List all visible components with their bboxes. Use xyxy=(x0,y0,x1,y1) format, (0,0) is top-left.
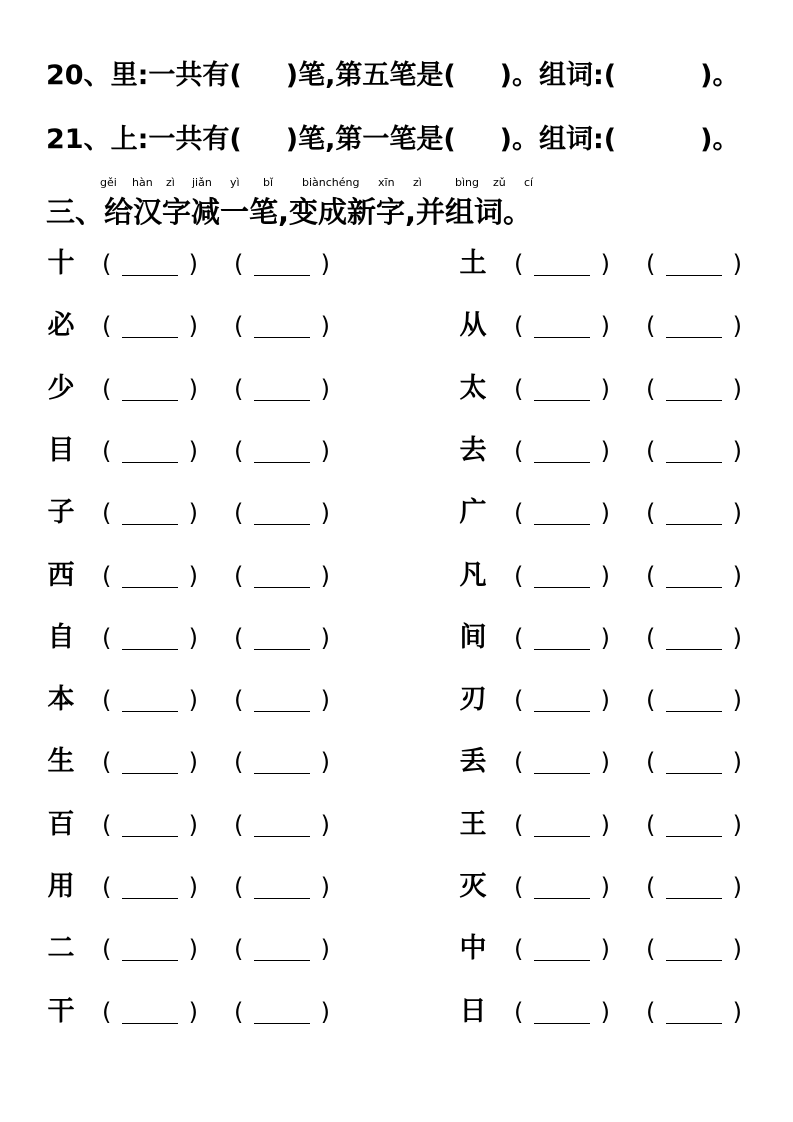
paren-open: ( xyxy=(646,250,656,278)
paren-open: ( xyxy=(102,437,112,465)
left-answer-blank-2[interactable] xyxy=(234,929,330,969)
paren-close: ) xyxy=(320,624,330,652)
question-21 xyxy=(46,120,740,160)
paren-open: ( xyxy=(234,811,244,839)
paren-open: ( xyxy=(234,935,244,963)
left-exercise-char: 自 xyxy=(47,622,75,653)
paren-close: ) xyxy=(732,686,742,714)
pinyin: bǐ xyxy=(263,176,274,189)
paren-open: ( xyxy=(234,562,244,590)
left-answer-blank-2[interactable] xyxy=(234,306,330,346)
left-answer-blank-1[interactable] xyxy=(102,369,198,409)
left-answer-blank-1[interactable] xyxy=(102,929,198,969)
answer-underline xyxy=(534,836,590,837)
paren-close: ) xyxy=(188,562,198,590)
paren-close: ) xyxy=(732,499,742,527)
left-answer-blank-1[interactable] xyxy=(102,867,198,907)
left-answer-blank-2[interactable] xyxy=(234,805,330,845)
paren-close: ) xyxy=(600,437,610,465)
answer-underline xyxy=(666,711,722,712)
paren-close: ) xyxy=(188,375,198,403)
answer-underline xyxy=(122,462,178,463)
paren-open: ( xyxy=(234,250,244,278)
pinyin: cí xyxy=(524,176,534,189)
paren-close: ) xyxy=(320,935,330,963)
left-exercise-char: 目 xyxy=(47,435,75,466)
right-exercise-char: 太 xyxy=(459,373,487,404)
paren-open: ( xyxy=(102,935,112,963)
paren-close: ) xyxy=(600,250,610,278)
paren-open: ( xyxy=(646,748,656,776)
right-answer-blank-2[interactable] xyxy=(646,431,742,471)
answer-underline xyxy=(666,587,722,588)
answer-underline xyxy=(666,275,722,276)
left-exercise-char: 十 xyxy=(47,248,75,279)
paren-open: ( xyxy=(102,312,112,340)
paren-open: ( xyxy=(102,811,112,839)
paren-open: ( xyxy=(102,686,112,714)
paren-close: ) xyxy=(320,562,330,590)
left-exercise-char: 二 xyxy=(47,933,75,964)
left-answer-blank-2[interactable] xyxy=(234,742,330,782)
paren-close: ) xyxy=(600,748,610,776)
paren-close: ) xyxy=(732,250,742,278)
paren-close: ) xyxy=(732,312,742,340)
paren-open: ( xyxy=(234,998,244,1026)
answer-underline xyxy=(254,337,310,338)
right-exercise-char: 间 xyxy=(459,622,487,653)
left-answer-blank-1[interactable] xyxy=(102,431,198,471)
right-answer-blank-1[interactable] xyxy=(514,742,610,782)
paren-close: ) xyxy=(600,562,610,590)
left-answer-blank-2[interactable] xyxy=(234,680,330,720)
answer-underline xyxy=(254,960,310,961)
paren-close: ) xyxy=(188,873,198,901)
left-answer-blank-2[interactable] xyxy=(234,431,330,471)
left-answer-blank-1[interactable] xyxy=(102,306,198,346)
left-answer-blank-1[interactable] xyxy=(102,742,198,782)
answer-underline xyxy=(122,773,178,774)
paren-close: ) xyxy=(320,250,330,278)
left-exercise-char: 百 xyxy=(47,809,75,840)
paren-open: ( xyxy=(514,748,524,776)
right-exercise-char: 中 xyxy=(459,933,487,964)
paren-close: ) xyxy=(320,873,330,901)
right-answer-blank-2[interactable] xyxy=(646,493,742,533)
left-answer-blank-1[interactable] xyxy=(102,680,198,720)
right-answer-blank-1[interactable] xyxy=(514,369,610,409)
right-answer-blank-1[interactable] xyxy=(514,929,610,969)
answer-underline xyxy=(122,649,178,650)
answer-underline xyxy=(122,711,178,712)
paren-close: ) xyxy=(732,811,742,839)
left-answer-blank-2[interactable] xyxy=(234,618,330,658)
paren-close: ) xyxy=(732,375,742,403)
answer-underline xyxy=(534,649,590,650)
answer-underline xyxy=(254,836,310,837)
answer-underline xyxy=(666,1023,722,1024)
answer-underline xyxy=(534,587,590,588)
question-text-stroke-count: 一共有( xyxy=(148,124,242,155)
question-text-word: )。组词:( xyxy=(499,124,617,155)
question-text-stroke-count: 一共有( xyxy=(148,60,242,91)
right-answer-blank-2[interactable] xyxy=(646,742,742,782)
paren-open: ( xyxy=(102,998,112,1026)
paren-open: ( xyxy=(102,873,112,901)
question-text-nth-stroke: )笔,第五笔是( xyxy=(285,60,456,91)
right-answer-blank-1[interactable] xyxy=(514,618,610,658)
paren-open: ( xyxy=(234,499,244,527)
paren-close: ) xyxy=(600,998,610,1026)
paren-open: ( xyxy=(234,748,244,776)
pinyin: xīn xyxy=(378,176,395,189)
answer-underline xyxy=(122,898,178,899)
paren-open: ( xyxy=(234,686,244,714)
answer-underline xyxy=(122,337,178,338)
right-exercise-char: 凡 xyxy=(459,560,487,591)
paren-close: ) xyxy=(188,437,198,465)
answer-underline xyxy=(534,400,590,401)
right-exercise-char: 日 xyxy=(459,996,487,1027)
paren-open: ( xyxy=(514,250,524,278)
paren-close: ) xyxy=(600,375,610,403)
answer-underline xyxy=(122,524,178,525)
question-char: 里 xyxy=(110,60,138,91)
right-answer-blank-1[interactable] xyxy=(514,992,610,1032)
pinyin: yì xyxy=(230,176,240,189)
paren-open: ( xyxy=(514,499,524,527)
paren-open: ( xyxy=(514,873,524,901)
paren-close: ) xyxy=(320,748,330,776)
left-answer-blank-1[interactable] xyxy=(102,556,198,596)
paren-close: ) xyxy=(732,873,742,901)
answer-underline xyxy=(534,773,590,774)
paren-open: ( xyxy=(514,437,524,465)
paren-open: ( xyxy=(646,312,656,340)
paren-close: ) xyxy=(320,998,330,1026)
right-answer-blank-2[interactable] xyxy=(646,618,742,658)
paren-close: ) xyxy=(188,811,198,839)
left-answer-blank-2[interactable] xyxy=(234,992,330,1032)
paren-open: ( xyxy=(102,562,112,590)
paren-open: ( xyxy=(646,998,656,1026)
right-answer-blank-1[interactable] xyxy=(514,556,610,596)
answer-underline xyxy=(666,836,722,837)
paren-open: ( xyxy=(102,250,112,278)
right-exercise-char: 去 xyxy=(459,435,487,466)
paren-open: ( xyxy=(234,375,244,403)
left-answer-blank-2[interactable] xyxy=(234,493,330,533)
paren-close: ) xyxy=(320,437,330,465)
right-answer-blank-2[interactable] xyxy=(646,556,742,596)
left-exercise-char: 子 xyxy=(47,497,75,528)
paren-close: ) xyxy=(188,624,198,652)
right-exercise-char: 广 xyxy=(459,497,487,528)
right-answer-blank-1[interactable] xyxy=(514,805,610,845)
pinyin: jiǎn xyxy=(192,176,212,189)
paren-close: ) xyxy=(320,686,330,714)
question-colon: : xyxy=(137,124,149,155)
answer-underline xyxy=(534,1023,590,1024)
question-text-end: )。 xyxy=(700,124,740,155)
right-answer-blank-2[interactable] xyxy=(646,680,742,720)
right-answer-blank-2[interactable] xyxy=(646,369,742,409)
paren-close: ) xyxy=(188,748,198,776)
answer-underline xyxy=(254,275,310,276)
section-title-pinyin xyxy=(0,176,793,190)
answer-underline xyxy=(534,462,590,463)
question-number: 21、 xyxy=(46,124,111,155)
pinyin: zì xyxy=(166,176,175,189)
paren-open: ( xyxy=(234,437,244,465)
right-exercise-char: 王 xyxy=(459,809,487,840)
answer-underline xyxy=(666,524,722,525)
right-exercise-char: 丢 xyxy=(459,746,487,777)
right-answer-blank-1[interactable] xyxy=(514,431,610,471)
paren-close: ) xyxy=(732,437,742,465)
answer-underline xyxy=(534,337,590,338)
answer-underline xyxy=(254,524,310,525)
answer-underline xyxy=(666,773,722,774)
answer-underline xyxy=(666,960,722,961)
pinyin: zì xyxy=(413,176,422,189)
question-colon: : xyxy=(137,60,149,91)
left-answer-blank-1[interactable] xyxy=(102,805,198,845)
paren-open: ( xyxy=(514,935,524,963)
left-exercise-char: 西 xyxy=(47,560,75,591)
pinyin: hàn xyxy=(132,176,153,189)
right-answer-blank-1[interactable] xyxy=(514,867,610,907)
paren-open: ( xyxy=(646,499,656,527)
left-answer-blank-1[interactable] xyxy=(102,244,198,284)
question-number: 20、 xyxy=(46,60,111,91)
right-answer-blank-1[interactable] xyxy=(514,306,610,346)
left-answer-blank-1[interactable] xyxy=(102,618,198,658)
question-20 xyxy=(46,56,740,96)
answer-underline xyxy=(122,587,178,588)
left-exercise-char: 少 xyxy=(47,373,75,404)
paren-open: ( xyxy=(234,873,244,901)
paren-open: ( xyxy=(646,562,656,590)
paren-close: ) xyxy=(600,312,610,340)
answer-underline xyxy=(254,1023,310,1024)
paren-open: ( xyxy=(102,748,112,776)
paren-open: ( xyxy=(234,312,244,340)
left-exercise-char: 干 xyxy=(47,996,75,1027)
paren-close: ) xyxy=(600,499,610,527)
paren-close: ) xyxy=(320,811,330,839)
paren-close: ) xyxy=(188,312,198,340)
paren-open: ( xyxy=(646,624,656,652)
answer-underline xyxy=(122,1023,178,1024)
paren-close: ) xyxy=(188,686,198,714)
answer-underline xyxy=(534,898,590,899)
paren-open: ( xyxy=(102,624,112,652)
right-answer-blank-2[interactable] xyxy=(646,805,742,845)
right-answer-blank-2[interactable] xyxy=(646,306,742,346)
paren-close: ) xyxy=(188,250,198,278)
right-answer-blank-2[interactable] xyxy=(646,867,742,907)
right-answer-blank-2[interactable] xyxy=(646,929,742,969)
paren-open: ( xyxy=(646,437,656,465)
paren-close: ) xyxy=(188,935,198,963)
answer-underline xyxy=(254,400,310,401)
answer-underline xyxy=(666,337,722,338)
right-exercise-char: 灭 xyxy=(459,871,487,902)
right-answer-blank-1[interactable] xyxy=(514,244,610,284)
right-answer-blank-2[interactable] xyxy=(646,992,742,1032)
answer-underline xyxy=(666,462,722,463)
right-exercise-char: 刃 xyxy=(459,684,487,715)
paren-open: ( xyxy=(646,873,656,901)
paren-open: ( xyxy=(514,624,524,652)
left-answer-blank-2[interactable] xyxy=(234,556,330,596)
paren-close: ) xyxy=(732,998,742,1026)
answer-underline xyxy=(122,836,178,837)
paren-open: ( xyxy=(234,624,244,652)
answer-underline xyxy=(534,524,590,525)
paren-open: ( xyxy=(514,562,524,590)
left-answer-blank-2[interactable] xyxy=(234,369,330,409)
answer-underline xyxy=(254,773,310,774)
right-exercise-char: 从 xyxy=(459,310,487,341)
answer-underline xyxy=(666,649,722,650)
paren-open: ( xyxy=(102,499,112,527)
pinyin: bìng xyxy=(455,176,479,189)
right-exercise-char: 土 xyxy=(459,248,487,279)
answer-underline xyxy=(534,275,590,276)
right-answer-blank-1[interactable] xyxy=(514,493,610,533)
pinyin: biànchéng xyxy=(302,176,360,189)
left-exercise-char: 生 xyxy=(47,746,75,777)
paren-close: ) xyxy=(732,624,742,652)
left-answer-blank-2[interactable] xyxy=(234,867,330,907)
paren-open: ( xyxy=(514,998,524,1026)
question-text-word: )。组词:( xyxy=(499,60,617,91)
right-answer-blank-1[interactable] xyxy=(514,680,610,720)
paren-open: ( xyxy=(514,811,524,839)
paren-close: ) xyxy=(732,748,742,776)
left-exercise-char: 本 xyxy=(47,684,75,715)
answer-underline xyxy=(666,400,722,401)
paren-close: ) xyxy=(188,998,198,1026)
answer-underline xyxy=(666,898,722,899)
answer-underline xyxy=(122,275,178,276)
answer-underline xyxy=(534,711,590,712)
paren-close: ) xyxy=(732,562,742,590)
paren-close: ) xyxy=(600,873,610,901)
pinyin: zǔ xyxy=(493,176,506,189)
paren-open: ( xyxy=(514,375,524,403)
paren-close: ) xyxy=(320,375,330,403)
answer-underline xyxy=(254,898,310,899)
paren-open: ( xyxy=(102,375,112,403)
answer-underline xyxy=(122,960,178,961)
answer-underline xyxy=(254,649,310,650)
right-answer-blank-2[interactable] xyxy=(646,244,742,284)
question-text-end: )。 xyxy=(700,60,740,91)
answer-underline xyxy=(122,400,178,401)
answer-underline xyxy=(254,587,310,588)
paren-open: ( xyxy=(514,686,524,714)
paren-open: ( xyxy=(646,935,656,963)
left-answer-blank-1[interactable] xyxy=(102,992,198,1032)
paren-open: ( xyxy=(646,811,656,839)
paren-close: ) xyxy=(600,935,610,963)
paren-open: ( xyxy=(514,312,524,340)
paren-open: ( xyxy=(646,686,656,714)
left-answer-blank-1[interactable] xyxy=(102,493,198,533)
paren-close: ) xyxy=(600,811,610,839)
left-exercise-char: 必 xyxy=(47,310,75,341)
paren-close: ) xyxy=(600,686,610,714)
paren-close: ) xyxy=(320,312,330,340)
paren-close: ) xyxy=(600,624,610,652)
question-char: 上 xyxy=(110,124,138,155)
paren-open: ( xyxy=(646,375,656,403)
section-title: 三、给汉字减一笔,变成新字,并组词。 xyxy=(46,195,533,229)
answer-underline xyxy=(534,960,590,961)
pinyin: gěi xyxy=(100,176,117,189)
answer-underline xyxy=(254,462,310,463)
question-text-nth-stroke: )笔,第一笔是( xyxy=(285,124,456,155)
paren-close: ) xyxy=(732,935,742,963)
left-exercise-char: 用 xyxy=(47,871,75,902)
answer-underline xyxy=(254,711,310,712)
left-answer-blank-2[interactable] xyxy=(234,244,330,284)
paren-close: ) xyxy=(320,499,330,527)
paren-close: ) xyxy=(188,499,198,527)
